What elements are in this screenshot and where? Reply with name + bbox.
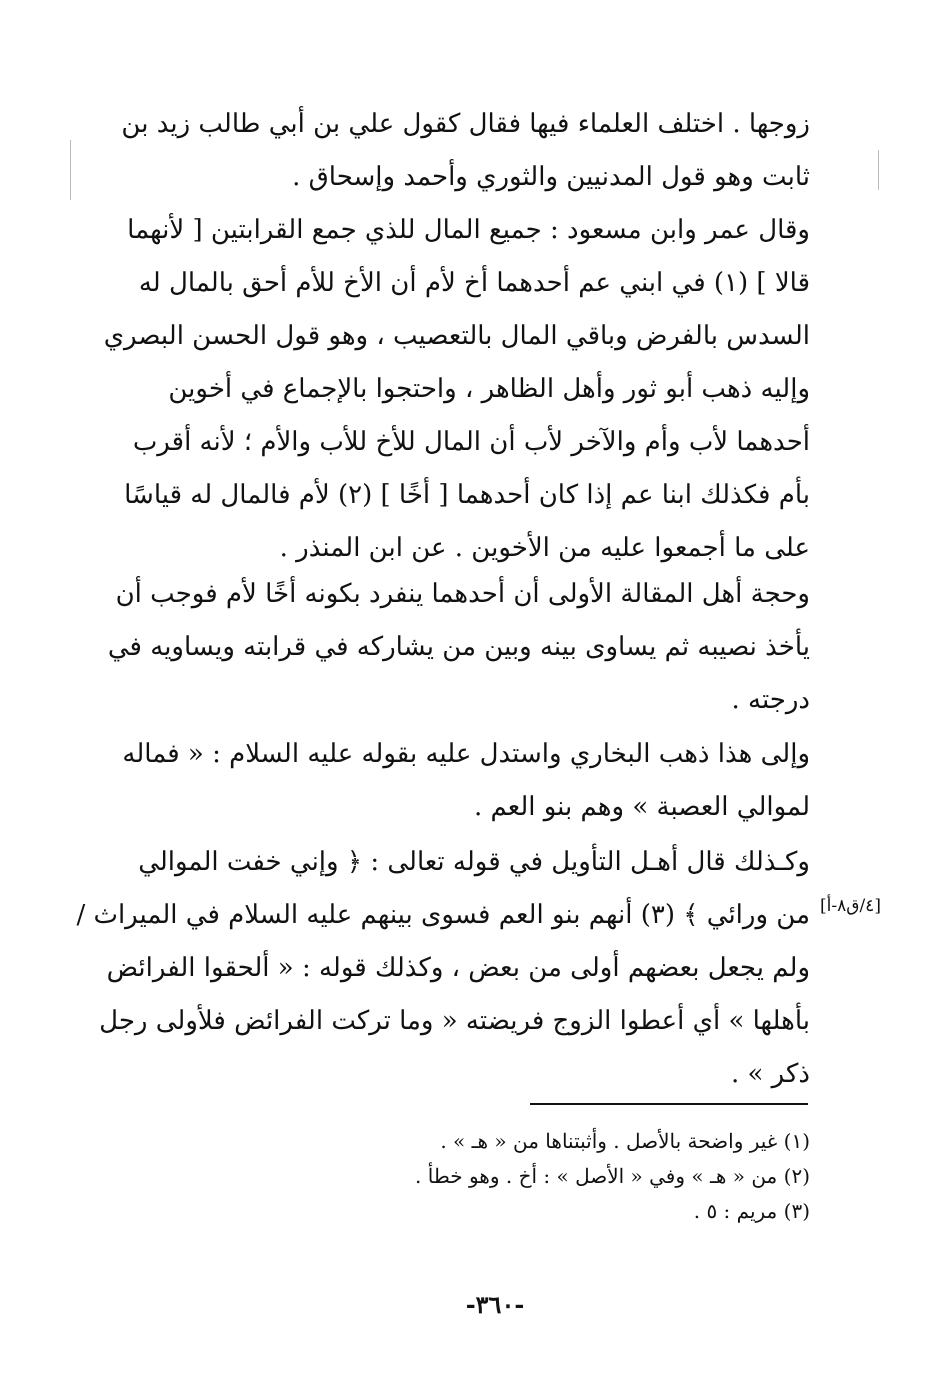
manuscript-folio-note: [٤/ق٨-أ] (820, 896, 881, 916)
text-line: بأهلها » أي أعطوا الزوج فريضته « وما تركت الفرائض فلأولى رجل (99, 1006, 810, 1036)
paragraph-1 (118, 98, 810, 204)
text-line: من ورائي ﴾ (٣) أنهم بنو العم فسوى بينهم عليه السلام في الميراث / (76, 900, 810, 930)
footnote: (٣) مريم : ٥ . (693, 1199, 810, 1223)
text-line: قالا ] (١) في ابني عم أحدهما أخ لأم أن الأخ للأم أحق بالمال له (138, 268, 810, 298)
paragraph-2 (103, 204, 810, 575)
footnote-separator (530, 1103, 808, 1105)
paragraph-3 (107, 568, 810, 727)
paragraph-4 (118, 728, 810, 834)
text-line: ولم يجعل بعضهم أولى من بعض ، وكذلك قوله : « ألحقوا الفرائض (106, 953, 810, 983)
text-line: يأخذ نصيبه ثم يساوى بينه وبين من يشاركه في قرابته ويساويه في (107, 632, 810, 662)
text-line: ثابت وهو قول المدنيين والثوري وأحمد وإسحاق . (292, 162, 810, 192)
footnote: (٢) من « هـ » وفي « الأصل » : أخ . وهو خطأ . (415, 1164, 810, 1188)
page-number: -٣٦٠- (465, 1290, 525, 1319)
text-line: لموالي العصبة » وهم بنو العم . (473, 792, 810, 822)
paragraph-5 (76, 836, 810, 1101)
footnote: (١) غير واضحة بالأصل . وأثبتناها من « هـ » . (440, 1129, 810, 1153)
scan-mark-right (878, 150, 879, 190)
text-line: زوجها . اختلف العلماء فيها فقال كقول علي بن أبي طالب زيد بن (121, 109, 810, 139)
text-line: وحجة أهل المقالة الأولى أن أحدهما ينفرد بكونه أخًا لأم فوجب أن (115, 579, 810, 609)
text-line: وإلى هذا ذهب البخاري واستدل عليه بقوله عليه السلام : « فماله (122, 739, 810, 769)
text-line: وقال عمر وابن مسعود : جميع المال للذي جمع القرابتين [ لأنهما (127, 215, 810, 245)
text-line: وإليه ذهب أبو ثور وأهل الظاهر ، واحتجوا بالإجماع في أخوين (168, 374, 810, 404)
text-line: وكـذلك قال أهـل التأويل في قوله تعالى : ﴿ وإني خفت الموالي (138, 847, 810, 877)
text-line: ذكر » . (730, 1059, 810, 1089)
scan-mark-left (70, 140, 71, 200)
text-line: على ما أجمعوا عليه من الأخوين . عن ابن المنذر . (279, 533, 810, 563)
text-line: درجته . (731, 685, 810, 715)
text-line: السدس بالفرض وباقي المال بالتعصيب ، وهو قول الحسن البصري (103, 321, 810, 351)
text-line: أحدهما لأب وأم والآخر لأب أن المال للأخ للأب والأم ؛ لأنه أقرب (132, 427, 810, 457)
footnotes (300, 1124, 810, 1229)
text-line: بأم فكذلك ابنا عم إذا كان أحدهما [ أخًا ] (٢) لأم فالمال له قياسًا (124, 480, 810, 510)
